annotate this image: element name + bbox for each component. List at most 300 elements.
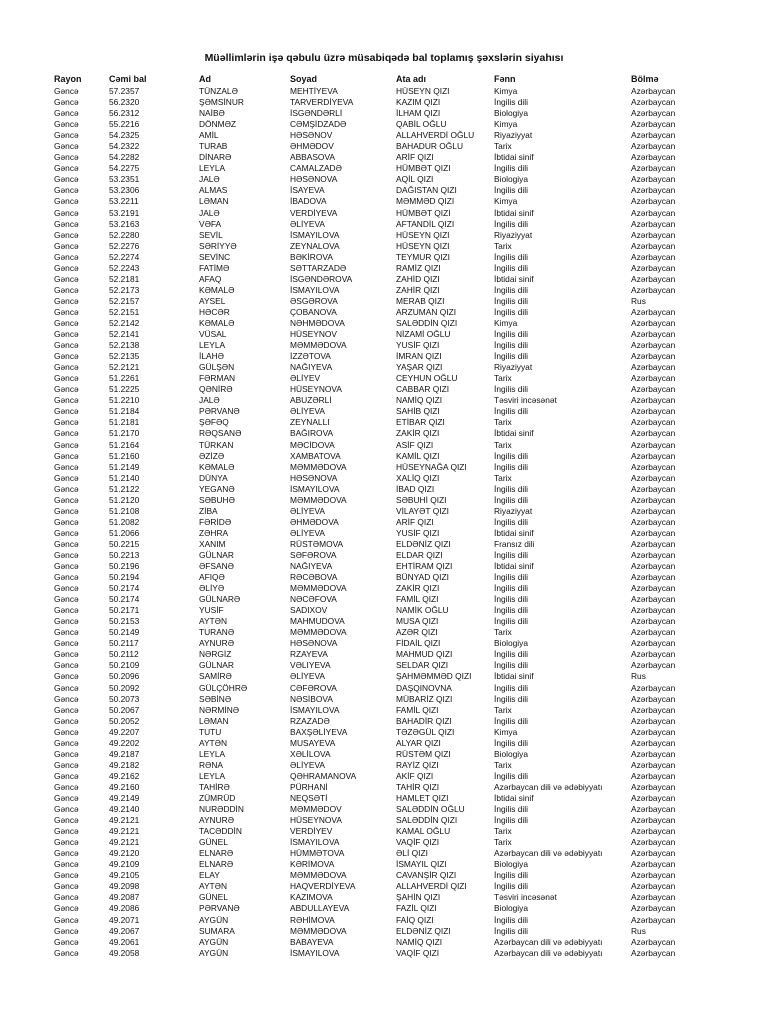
cell-ad: AFAQ: [199, 273, 222, 284]
cell-ata-adi: VAQİF QIZI: [396, 947, 440, 958]
cell-cemi-bal: 49.2058: [109, 947, 140, 958]
cell-fenn: İngilis dili: [494, 306, 528, 317]
cell-cemi-bal: 49.2162: [109, 770, 140, 781]
cell-fenn: İngilis dili: [494, 450, 528, 461]
cell-ad: NƏRGİZ: [199, 649, 232, 660]
cell-cemi-bal: 50.2194: [109, 572, 140, 583]
table-row: [0, 495, 768, 506]
cell-soyad: NƏCƏFOVA: [290, 594, 337, 605]
cell-bolme: Azərbaycan: [631, 284, 676, 295]
cell-ad: KƏMALƏ: [199, 317, 235, 328]
table-row: [0, 252, 768, 263]
cell-cemi-bal: 52.2181: [109, 273, 140, 284]
cell-ad: RƏNA: [199, 759, 223, 770]
cell-ad: ZİBA: [199, 505, 218, 516]
table-row: [0, 152, 768, 163]
cell-soyad: KAZIMOVA: [290, 892, 333, 903]
column-header-bolme: Bölmə: [631, 74, 659, 84]
cell-ata-adi: NİZAMİ OĞLU: [396, 329, 451, 340]
cell-rayon: Gəncə: [54, 527, 79, 538]
cell-soyad: SADIXOV: [290, 605, 328, 616]
table-row: [0, 660, 768, 671]
cell-fenn: İngilis dili: [494, 572, 528, 583]
cell-ata-adi: ZAHİD QIZI: [396, 273, 440, 284]
table-row: [0, 506, 768, 517]
table-row: [0, 362, 768, 373]
cell-cemi-bal: 51.2122: [109, 483, 140, 494]
cell-cemi-bal: 54.2275: [109, 163, 140, 174]
table-row: [0, 583, 768, 594]
cell-bolme: Azərbaycan: [631, 240, 676, 251]
cell-rayon: Gəncə: [54, 649, 79, 660]
cell-soyad: İSMAYILOVA: [290, 284, 340, 295]
cell-fenn: Azərbaycan dili və ədəbiyyatı: [494, 848, 603, 859]
cell-ad: DİNARƏ: [199, 152, 232, 163]
table-row: [0, 738, 768, 749]
cell-bolme: Azərbaycan: [631, 693, 676, 704]
table-row: [0, 340, 768, 351]
cell-bolme: Azərbaycan: [631, 494, 676, 505]
cell-ad: NURƏDDİN: [199, 804, 244, 815]
cell-ata-adi: İBAD QIZI: [396, 483, 435, 494]
cell-soyad: İSGƏNDƏROVA: [290, 273, 353, 284]
table-row: [0, 296, 768, 307]
table-row: [0, 804, 768, 815]
cell-rayon: Gəncə: [54, 207, 79, 218]
cell-fenn: İngilis dili: [494, 340, 528, 351]
cell-ata-adi: VAQİF QIZI: [396, 837, 440, 848]
cell-soyad: İSMAYILOVA: [290, 704, 340, 715]
cell-rayon: Gəncə: [54, 196, 79, 207]
cell-rayon: Gəncə: [54, 284, 79, 295]
cell-ata-adi: ŞAHİN QIZI: [396, 892, 441, 903]
cell-bolme: Azərbaycan: [631, 340, 676, 351]
cell-ad: ZƏHRA: [199, 527, 229, 538]
cell-cemi-bal: 51.2160: [109, 450, 140, 461]
cell-rayon: Gəncə: [54, 119, 79, 130]
cell-ata-adi: MƏMMƏD QIZI: [396, 196, 455, 207]
cell-ata-adi: ARİF QIZI: [396, 516, 434, 527]
cell-rayon: Gəncə: [54, 406, 79, 417]
cell-fenn: İbtidai sinif: [494, 671, 534, 682]
cell-fenn: Tarix: [494, 472, 512, 483]
table-row: [0, 484, 768, 495]
table-row: [0, 881, 768, 892]
table-row: [0, 760, 768, 771]
cell-rayon: Gəncə: [54, 516, 79, 527]
cell-rayon: Gəncə: [54, 737, 79, 748]
cell-cemi-bal: 52.2173: [109, 284, 140, 295]
cell-fenn: İngilis dili: [494, 218, 528, 229]
cell-fenn: İngilis dili: [494, 549, 528, 560]
table-row: [0, 329, 768, 340]
cell-soyad: CƏMŞİDZADƏ: [290, 119, 347, 130]
table-row: [0, 230, 768, 241]
cell-fenn: İngilis dili: [494, 925, 528, 936]
cell-cemi-bal: 49.2086: [109, 903, 140, 914]
cell-ad: JALƏ: [199, 174, 220, 185]
cell-soyad: MƏCİDOVA: [290, 439, 335, 450]
cell-fenn: Riyaziyyat: [494, 362, 533, 373]
cell-soyad: ÇOBANOVA: [290, 306, 337, 317]
cell-ata-adi: ASİF QIZI: [396, 439, 434, 450]
cell-cemi-bal: 52.2138: [109, 340, 140, 351]
cell-cemi-bal: 50.2174: [109, 594, 140, 605]
cell-soyad: BƏKİROVA: [290, 251, 333, 262]
cell-fenn: İngilis dili: [494, 914, 528, 925]
cell-ad: ŞƏFƏQ: [199, 417, 229, 428]
table-row: [0, 384, 768, 395]
cell-cemi-bal: 50.2117: [109, 638, 139, 649]
cell-soyad: İSMAYILOVA: [290, 229, 340, 240]
cell-bolme: Azərbaycan: [631, 859, 676, 870]
cell-cemi-bal: 53.2163: [109, 218, 140, 229]
cell-bolme: Azərbaycan: [631, 770, 676, 781]
cell-fenn: Biologiya: [494, 638, 528, 649]
cell-soyad: CƏFƏROVA: [290, 682, 337, 693]
cell-fenn: İngilis dili: [494, 693, 528, 704]
cell-ata-adi: ELDAR QIZI: [396, 549, 443, 560]
cell-cemi-bal: 50.2196: [109, 561, 140, 572]
cell-rayon: Gəncə: [54, 152, 79, 163]
cell-ad: SAMİRƏ: [199, 671, 232, 682]
cell-ad: LEYLA: [199, 163, 226, 174]
table-row: [0, 793, 768, 804]
cell-ata-adi: KAMİL QIZI: [396, 450, 440, 461]
cell-soyad: BABAYEVA: [290, 936, 334, 947]
cell-rayon: Gəncə: [54, 130, 79, 141]
table-row: [0, 771, 768, 782]
cell-fenn: Tarix: [494, 373, 512, 384]
cell-cemi-bal: 49.2202: [109, 737, 140, 748]
cell-ata-adi: RAYİZ QIZI: [396, 759, 439, 770]
cell-ad: FATİMƏ: [199, 262, 230, 273]
cell-fenn: İngilis dili: [494, 870, 528, 881]
cell-ata-adi: TEYMUR QIZI: [396, 251, 450, 262]
cell-cemi-bal: 51.2261: [109, 373, 140, 384]
table-row: [0, 848, 768, 859]
cell-ata-adi: KAZIM QIZI: [396, 97, 441, 108]
cell-bolme: Azərbaycan: [631, 561, 676, 572]
cell-soyad: HÜSEYNOV: [290, 329, 338, 340]
cell-bolme: Azərbaycan: [631, 351, 676, 362]
table-row: [0, 451, 768, 462]
cell-rayon: Gəncə: [54, 108, 79, 119]
cell-fenn: Tarix: [494, 439, 512, 450]
table-row: [0, 428, 768, 439]
cell-ata-adi: NAMİQ QIZI: [396, 936, 443, 947]
cell-cemi-bal: 49.2121: [109, 815, 140, 826]
cell-cemi-bal: 50.2174: [109, 583, 140, 594]
cell-cemi-bal: 53.2211: [109, 196, 139, 207]
cell-ad: ELAY: [199, 870, 220, 881]
cell-cemi-bal: 49.2120: [109, 848, 140, 859]
cell-ata-adi: VİLAYƏT QIZI: [396, 505, 449, 516]
cell-rayon: Gəncə: [54, 218, 79, 229]
cell-ad: AYTƏN: [199, 616, 228, 627]
cell-bolme: Azərbaycan: [631, 505, 676, 516]
cell-bolme: Azərbaycan: [631, 229, 676, 240]
cell-soyad: MEHTİYEVA: [290, 86, 338, 96]
cell-soyad: ƏLİYEVA: [290, 505, 326, 516]
cell-soyad: SƏTTARZADƏ: [290, 262, 347, 273]
cell-fenn: İbtidai sinif: [494, 207, 534, 218]
cell-bolme: Azərbaycan: [631, 715, 676, 726]
cell-cemi-bal: 54.2282: [109, 152, 140, 163]
cell-ata-adi: SALƏDDİN OĞLU: [396, 804, 465, 815]
cell-fenn: Tarix: [494, 704, 512, 715]
cell-fenn: Tarix: [494, 837, 512, 848]
cell-bolme: Azərbaycan: [631, 317, 676, 328]
table-row: [0, 649, 768, 660]
cell-fenn: İbtidai sinif: [494, 527, 534, 538]
cell-fenn: Tarix: [494, 826, 512, 837]
results-table: [0, 73, 768, 959]
cell-fenn: İngilis dili: [494, 715, 528, 726]
cell-ata-adi: ŞAHMƏMMƏD QIZI: [396, 671, 472, 682]
cell-soyad: ƏHMƏDOVA: [290, 516, 339, 527]
cell-soyad: MAHMUDOVA: [290, 616, 345, 627]
cell-bolme: Azərbaycan: [631, 936, 676, 947]
cell-rayon: Gəncə: [54, 384, 79, 395]
cell-cemi-bal: 49.2160: [109, 781, 140, 792]
cell-bolme: Azərbaycan: [631, 572, 676, 583]
cell-fenn: Fransız dili: [494, 538, 535, 549]
cell-soyad: ƏLİYEV: [290, 373, 321, 384]
table-row: [0, 915, 768, 926]
page-title: Müəllimlərin işə qəbulu üzrə müsabiqədə bal toplamış şəxslərin siyahısı: [204, 52, 564, 64]
cell-bolme: Azərbaycan: [631, 627, 676, 638]
cell-bolme: Azərbaycan: [631, 362, 676, 373]
cell-rayon: Gəncə: [54, 693, 79, 704]
cell-cemi-bal: 57.2357: [109, 86, 140, 96]
cell-rayon: Gəncə: [54, 185, 79, 196]
cell-cemi-bal: 49.2140: [109, 804, 140, 815]
cell-cemi-bal: 53.2306: [109, 185, 140, 196]
table-row: [0, 86, 768, 97]
cell-soyad: MUSAYEVA: [290, 737, 336, 748]
cell-fenn: Riyaziyyat: [494, 130, 533, 141]
cell-rayon: Gəncə: [54, 549, 79, 560]
cell-rayon: Gəncə: [54, 174, 79, 185]
cell-ad: LEYLA: [199, 340, 226, 351]
cell-ad: SƏRİYYƏ: [199, 240, 237, 251]
cell-fenn: İngilis dili: [494, 594, 528, 605]
cell-ad: TURANƏ: [199, 627, 235, 638]
cell-fenn: Tarix: [494, 240, 512, 251]
cell-bolme: Azərbaycan: [631, 549, 676, 560]
cell-ad: TUTU: [199, 726, 222, 737]
cell-fenn: İbtidai sinif: [494, 152, 534, 163]
cell-fenn: İngilis dili: [494, 384, 528, 395]
cell-soyad: NAĞIYEVA: [290, 362, 333, 373]
cell-bolme: Azərbaycan: [631, 196, 676, 207]
cell-fenn: İngilis dili: [494, 97, 528, 108]
cell-ata-adi: FAZİL QIZI: [396, 903, 437, 914]
table-row: [0, 683, 768, 694]
cell-ad: GÜNEL: [199, 892, 228, 903]
cell-rayon: Gəncə: [54, 804, 79, 815]
table-row: [0, 694, 768, 705]
table-row: [0, 594, 768, 605]
cell-fenn: İngilis dili: [494, 185, 528, 196]
cell-fenn: İbtidai sinif: [494, 273, 534, 284]
cell-bolme: Azərbaycan: [631, 892, 676, 903]
cell-cemi-bal: 51.2108: [109, 505, 140, 516]
cell-rayon: Gəncə: [54, 329, 79, 340]
table-row: [0, 274, 768, 285]
cell-bolme: Azərbaycan: [631, 881, 676, 892]
cell-ad: ƏZİZƏ: [199, 450, 225, 461]
cell-ata-adi: ELDƏNİZ QIZI: [396, 538, 451, 549]
cell-cemi-bal: 52.2141: [109, 329, 140, 340]
table-row: [0, 285, 768, 296]
cell-bolme: Azərbaycan: [631, 538, 676, 549]
cell-ata-adi: FAMİL QIZI: [396, 704, 439, 715]
cell-ata-adi: İLHAM QIZI: [396, 108, 441, 119]
cell-ata-adi: CAVANŞİR QIZI: [396, 870, 457, 881]
cell-rayon: Gəncə: [54, 947, 79, 958]
cell-soyad: İSMAYILOVA: [290, 483, 340, 494]
cell-bolme: Azərbaycan: [631, 682, 676, 693]
table-row: [0, 550, 768, 561]
cell-rayon: Gəncə: [54, 86, 79, 96]
table-row: [0, 892, 768, 903]
cell-bolme: Azərbaycan: [631, 804, 676, 815]
cell-ata-adi: HÜSEYN QIZI: [396, 229, 450, 240]
table-row: [0, 440, 768, 451]
table-row: [0, 616, 768, 627]
cell-ad: HƏCƏR: [199, 306, 230, 317]
cell-ad: ŞƏMSİNUR: [199, 97, 244, 108]
cell-soyad: NƏSİBOVA: [290, 693, 333, 704]
cell-bolme: Azərbaycan: [631, 174, 676, 185]
cell-soyad: ƏHMƏDOV: [290, 141, 334, 152]
cell-bolme: Azərbaycan: [631, 583, 676, 594]
cell-ad: YEGANƏ: [199, 483, 235, 494]
table-row: [0, 97, 768, 108]
cell-ata-adi: FAİQ QIZI: [396, 914, 434, 925]
cell-ata-adi: MERAB QIZI: [396, 295, 445, 306]
cell-ata-adi: ELDƏNİZ QIZI: [396, 925, 451, 936]
cell-cemi-bal: 53.2191: [109, 207, 140, 218]
cell-ad: XANIM: [199, 538, 226, 549]
cell-fenn: Tarix: [494, 417, 512, 428]
cell-rayon: Gəncə: [54, 572, 79, 583]
cell-soyad: ƏLİYEVA: [290, 671, 326, 682]
cell-ata-adi: TƏZƏGÜL QIZI: [396, 726, 455, 737]
cell-cemi-bal: 51.2225: [109, 384, 140, 395]
cell-ata-adi: SAHİB QIZI: [396, 406, 440, 417]
cell-fenn: İngilis dili: [494, 815, 528, 826]
cell-ata-adi: ALLAHVERDİ QIZI: [396, 881, 467, 892]
cell-ad: ZÜMRÜD: [199, 793, 236, 803]
cell-bolme: Azərbaycan: [631, 649, 676, 660]
cell-soyad: ƏLİYEVA: [290, 406, 326, 417]
cell-soyad: SƏFƏROVA: [290, 549, 337, 560]
cell-rayon: Gəncə: [54, 273, 79, 284]
cell-rayon: Gəncə: [54, 682, 79, 693]
cell-fenn: İngilis dili: [494, 329, 528, 340]
cell-rayon: Gəncə: [54, 594, 79, 605]
cell-bolme: Azərbaycan: [631, 605, 676, 616]
cell-soyad: QƏHRAMANOVA: [290, 770, 357, 781]
cell-fenn: Təsviri incəsənət: [494, 892, 557, 903]
cell-ad: AYSEL: [199, 295, 226, 306]
cell-soyad: İSGƏNDƏRLİ: [290, 108, 343, 119]
cell-ata-adi: DAŞQINOVNA: [396, 682, 452, 693]
cell-soyad: RZAZADƏ: [290, 715, 330, 726]
cell-soyad: MƏMMƏDOVA: [290, 340, 347, 351]
cell-ata-adi: HÜMBƏT QIZI: [396, 163, 451, 174]
table-row: [0, 782, 768, 793]
cell-fenn: İbtidai sinif: [494, 561, 534, 572]
cell-fenn: Kimya: [494, 119, 518, 130]
cell-rayon: Gəncə: [54, 759, 79, 770]
cell-ad: GÜLNAR: [199, 660, 234, 671]
table-row: [0, 826, 768, 837]
table-row: [0, 572, 768, 583]
cell-rayon: Gəncə: [54, 925, 79, 936]
cell-fenn: Riyaziyyat: [494, 229, 533, 240]
cell-bolme: Azərbaycan: [631, 273, 676, 284]
cell-cemi-bal: 51.2210: [109, 395, 140, 406]
cell-cemi-bal: 54.2322: [109, 141, 140, 152]
cell-bolme: Azərbaycan: [631, 406, 676, 417]
cell-rayon: Gəncə: [54, 251, 79, 262]
cell-ata-adi: RAMİZ QIZI: [396, 262, 441, 273]
cell-ad: FƏRMAN: [199, 373, 236, 384]
cell-fenn: İngilis dili: [494, 583, 528, 594]
cell-soyad: PÜRHANİ: [290, 781, 328, 792]
cell-rayon: Gəncə: [54, 870, 79, 881]
cell-ad: SEVİNC: [199, 251, 231, 262]
cell-ad: VƏFA: [199, 218, 222, 229]
cell-bolme: Azərbaycan: [631, 616, 676, 627]
cell-bolme: Azərbaycan: [631, 472, 676, 483]
table-body: [0, 86, 768, 959]
cell-fenn: İngilis dili: [494, 770, 528, 781]
cell-rayon: Gəncə: [54, 472, 79, 483]
cell-ata-adi: DAĞISTAN QIZI: [396, 185, 457, 196]
cell-soyad: RZAYEVA: [290, 649, 328, 660]
cell-cemi-bal: 52.2280: [109, 229, 140, 240]
cell-fenn: İngilis dili: [494, 804, 528, 815]
table-row: [0, 859, 768, 870]
cell-ata-adi: NAMİK OĞLU: [396, 605, 449, 616]
cell-ata-adi: XALİQ QIZI: [396, 472, 440, 483]
cell-cemi-bal: 50.2073: [109, 693, 140, 704]
cell-ad: SƏBUHƏ: [199, 494, 235, 505]
cell-soyad: BAĞIROVA: [290, 428, 334, 439]
cell-ata-adi: ZAKİR QIZI: [396, 583, 440, 594]
cell-rayon: Gəncə: [54, 660, 79, 671]
cell-rayon: Gəncə: [54, 483, 79, 494]
column-header-soyad: Soyad: [290, 74, 318, 84]
cell-rayon: Gəncə: [54, 295, 79, 306]
cell-bolme: Azərbaycan: [631, 152, 676, 163]
cell-cemi-bal: 56.2312: [109, 108, 140, 119]
cell-fenn: Tarix: [494, 141, 512, 152]
cell-rayon: Gəncə: [54, 373, 79, 384]
cell-fenn: İngilis dili: [494, 682, 528, 693]
cell-ad: JALƏ: [199, 207, 220, 218]
cell-cemi-bal: 50.2092: [109, 682, 140, 693]
cell-bolme: Azərbaycan: [631, 638, 676, 649]
cell-ad: KƏMALƏ: [199, 284, 235, 295]
cell-ad: AYGÜN: [199, 914, 229, 925]
cell-soyad: XƏLİLOVA: [290, 748, 331, 759]
